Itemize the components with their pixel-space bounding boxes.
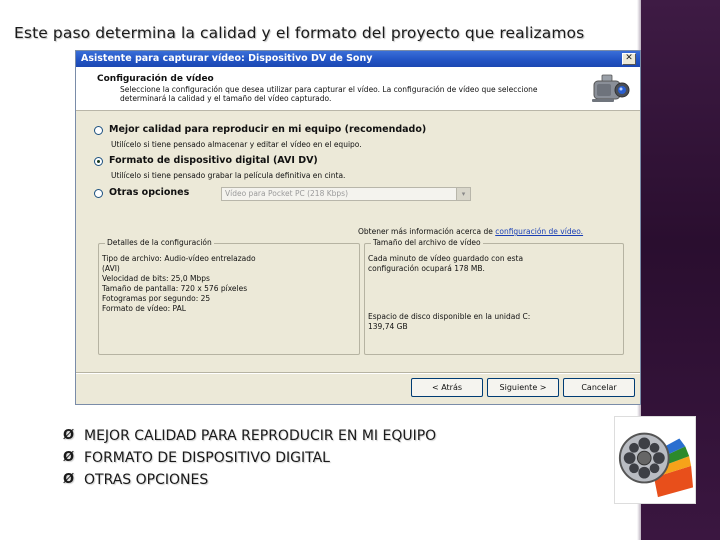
arrow-bullet-icon: Ø <box>63 428 75 443</box>
detail-line: Tamaño de pantalla: 720 x 576 píxeles <box>102 284 248 293</box>
detail-line: Tipo de archivo: Audio-vídeo entrelazado <box>102 254 256 263</box>
option-digital-device-format-description: Utilícelo si tiene pensado grabar la película definitiva en cinta. <box>111 171 346 180</box>
bullet-text: MEJOR CALIDAD PARA REPRODUCIR EN MI EQUIPO <box>84 428 437 444</box>
video-camera-icon <box>588 69 634 109</box>
header-description: Seleccione la configuración que desea utilizar para capturar el vídeo. La configuración de vídeo que seleccione determinará la calidad y el tamaño del vídeo capturado. <box>120 85 538 103</box>
list-item <box>63 428 436 450</box>
disk-space-line: Espacio de disco disponible en la unidad C: <box>368 312 531 321</box>
file-size-group <box>364 238 624 355</box>
footer-divider <box>76 372 640 374</box>
more-info-text: Obtener más información acerca de <box>358 227 493 236</box>
close-icon: ✕ <box>625 53 633 63</box>
option-best-quality[interactable] <box>94 124 494 138</box>
other-options-select-value: Vídeo para Pocket PC (218 Kbps) <box>225 189 349 198</box>
more-info-line <box>358 227 583 236</box>
list-item <box>63 450 436 472</box>
file-size-legend: Tamaño del archivo de vídeo <box>373 238 481 247</box>
back-button[interactable]: < Atrás <box>411 378 483 397</box>
header-title: Configuración de vídeo <box>97 74 214 84</box>
configuration-details-group <box>98 238 360 355</box>
video-settings-link[interactable]: configuración de vídeo. <box>495 227 584 236</box>
cancel-button[interactable]: Cancelar <box>563 378 635 397</box>
radio-other-options[interactable] <box>94 189 103 198</box>
configuration-details-legend: Detalles de la configuración <box>107 238 212 247</box>
file-size-line: Cada minuto de vídeo guardado con esta <box>368 254 524 263</box>
file-size-line: configuración ocupará 178 MB. <box>368 264 485 273</box>
option-other-options[interactable] <box>94 187 214 201</box>
bullet-text: FORMATO DE DISPOSITIVO DIGITAL <box>84 450 330 466</box>
dialog-title: Asistente para capturar vídeo: Dispositivo DV de Sony <box>81 53 373 64</box>
detail-line: Fotogramas por segundo: 25 <box>102 294 211 303</box>
detail-line: Velocidad de bits: 25,0 Mbps <box>102 274 210 283</box>
wizard-header <box>76 67 640 111</box>
option-digital-device-format-label: Formato de dispositivo digital (AVI DV) <box>109 155 318 166</box>
radio-digital-device-format[interactable] <box>94 157 103 166</box>
detail-line: Formato de vídeo: PAL <box>102 304 186 313</box>
arrow-bullet-icon: Ø <box>63 472 75 487</box>
radio-best-quality[interactable] <box>94 126 103 135</box>
bullet-list <box>63 428 436 494</box>
arrow-bullet-icon: Ø <box>63 450 75 465</box>
other-options-select[interactable] <box>221 187 471 201</box>
disk-space-value: 139,74 GB <box>368 322 408 331</box>
close-button[interactable] <box>622 53 636 65</box>
dialog-titlebar[interactable] <box>76 51 640 67</box>
option-best-quality-label: Mejor calidad para reproducir en mi equipo (recomendado) <box>109 124 427 135</box>
slide-title: Este paso determina la calidad y el formato del proyecto que realizamos <box>14 24 585 42</box>
chevron-down-icon[interactable]: ▾ <box>456 188 470 200</box>
option-digital-device-format[interactable] <box>94 155 494 169</box>
option-best-quality-description: Utilícelo si tiene pensado almacenar y editar el vídeo en el equipo. <box>111 140 362 149</box>
next-button[interactable]: Siguiente > <box>487 378 559 397</box>
option-other-options-label: Otras opciones <box>109 187 190 198</box>
bullet-text: OTRAS OPCIONES <box>84 472 209 488</box>
detail-line: (AVI) <box>102 264 120 273</box>
film-reel-icon <box>614 416 696 504</box>
video-capture-wizard-dialog <box>75 50 641 405</box>
list-item <box>63 472 436 494</box>
